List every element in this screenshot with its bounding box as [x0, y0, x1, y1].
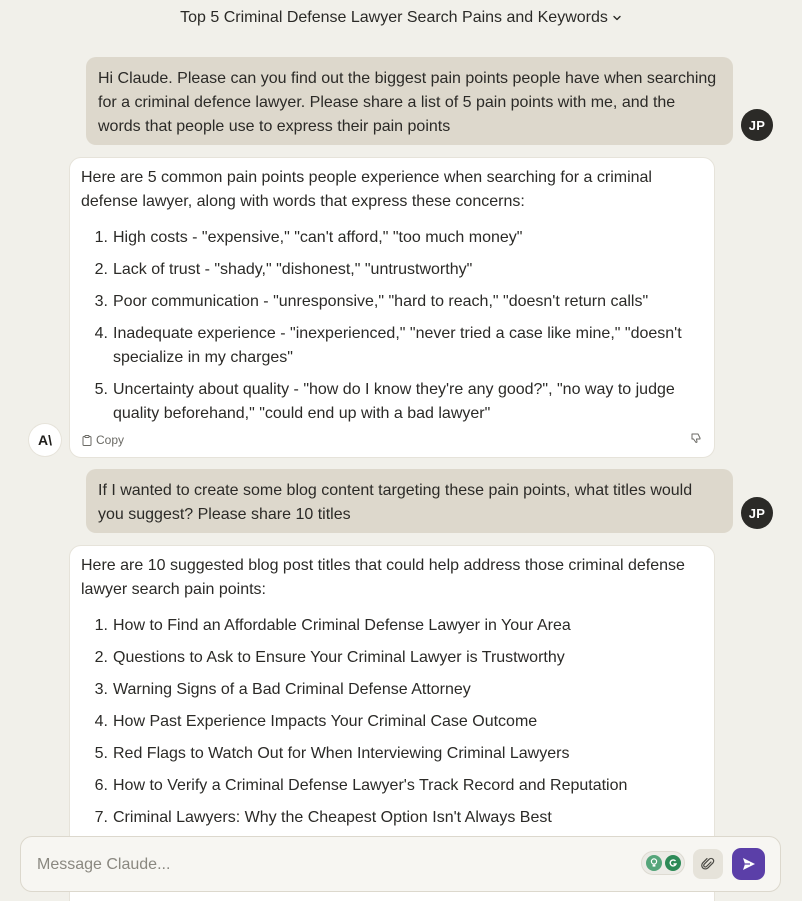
user-avatar: JP: [741, 109, 773, 141]
conversation-title: Top 5 Criminal Defense Lawyer Search Pains and Keywords: [180, 9, 608, 26]
list-item-text: Questions to Ask to Ensure Your Criminal Lawyer is Trustworthy: [113, 649, 565, 666]
list-item-number: 4.: [94, 325, 108, 342]
message-actions: [82, 427, 702, 453]
list-item-number: 7.: [94, 809, 108, 826]
list-item: [81, 614, 702, 638]
send-arrow-icon: [741, 856, 757, 872]
pain-points-list: [81, 226, 702, 426]
list-item-number: 3.: [94, 293, 108, 310]
send-button[interactable]: [732, 848, 765, 880]
list-item: [81, 774, 702, 798]
list-item-text: Lack of trust - "shady," "dishonest," "untrustworthy": [113, 261, 473, 278]
list-item: [81, 710, 702, 734]
claude-logo: A\: [29, 424, 61, 456]
list-item-number: 1.: [94, 229, 108, 246]
thumbs-down-button[interactable]: [690, 428, 702, 452]
list-item-number: 4.: [94, 713, 108, 730]
list-item-text: Uncertainty about quality - "how do I know they're any good?", "no way to judge quality beforehand," "could end up with a bad lawyer": [113, 381, 675, 422]
list-item-number: 2.: [94, 649, 108, 666]
assistant-intro: Here are 5 common pain points people experience when searching for a criminal defense lawyer, along with words that express these concerns:: [81, 169, 652, 210]
list-item: [81, 258, 702, 282]
list-item-text: Red Flags to Watch Out for When Interviewing Criminal Lawyers: [113, 745, 570, 762]
blog-titles-list: [81, 614, 702, 830]
list-item-text: How to Find an Affordable Criminal Defense Lawyer in Your Area: [113, 617, 571, 634]
message-composer: [20, 836, 781, 892]
user-message: [86, 469, 733, 533]
list-item-number: 1.: [94, 617, 108, 634]
list-item-text: Poor communication - "unresponsive," "hard to reach," "doesn't return calls": [113, 293, 649, 310]
list-item-number: 5.: [94, 381, 108, 398]
list-item-number: 2.: [94, 261, 108, 278]
conversation-title-button[interactable]: [180, 9, 622, 27]
list-item: [81, 742, 702, 766]
copy-label: Copy: [96, 433, 125, 447]
user-message-text: Hi Claude. Please can you find out the biggest pain points people have when searching for a criminal defence lawyer. Please share a list of 5 pain points with me, and the words that people use to express their pain points: [98, 70, 717, 135]
list-item: [81, 646, 702, 670]
thumbs-down-icon: [690, 432, 702, 444]
grammar-extension-widget[interactable]: [641, 851, 685, 875]
list-item-number: 5.: [94, 745, 108, 762]
assistant-message: [69, 157, 715, 458]
list-item-number: 6.: [94, 777, 108, 794]
clipboard-icon: [82, 435, 92, 446]
chevron-down-icon: [612, 13, 622, 23]
message-input[interactable]: [35, 851, 629, 879]
user-avatar: JP: [741, 497, 773, 529]
paperclip-icon: [701, 856, 715, 872]
list-item: [81, 226, 702, 250]
list-item: [81, 806, 702, 830]
list-item-number: 3.: [94, 681, 108, 698]
list-item: [81, 322, 702, 370]
assistant-intro: Here are 10 suggested blog post titles that could help address those criminal defense lawyer search pain points:: [81, 557, 685, 598]
list-item-text: Inadequate experience - "inexperienced," "never tried a case like mine," "doesn't specialize in my charges": [113, 325, 682, 366]
copy-button[interactable]: [82, 428, 124, 452]
user-message: [86, 57, 733, 145]
list-item-text: Warning Signs of a Bad Criminal Defense Attorney: [113, 681, 471, 698]
grammarly-icon: [665, 855, 681, 871]
list-item: [81, 378, 702, 426]
list-item: [81, 290, 702, 314]
list-item-text: Criminal Lawyers: Why the Cheapest Option Isn't Always Best: [113, 809, 552, 826]
user-message-text: If I wanted to create some blog content targeting these pain points, what titles would you suggest? Please share 10 titles: [98, 482, 693, 523]
list-item-text: How to Verify a Criminal Defense Lawyer's Track Record and Reputation: [113, 777, 628, 794]
list-item-text: How Past Experience Impacts Your Criminal Case Outcome: [113, 713, 538, 730]
attach-file-button[interactable]: [693, 849, 723, 879]
lightbulb-icon: [646, 855, 662, 871]
header-bar: [0, 0, 802, 36]
list-item-text: High costs - "expensive," "can't afford," "too much money": [113, 229, 523, 246]
list-item: [81, 678, 702, 702]
